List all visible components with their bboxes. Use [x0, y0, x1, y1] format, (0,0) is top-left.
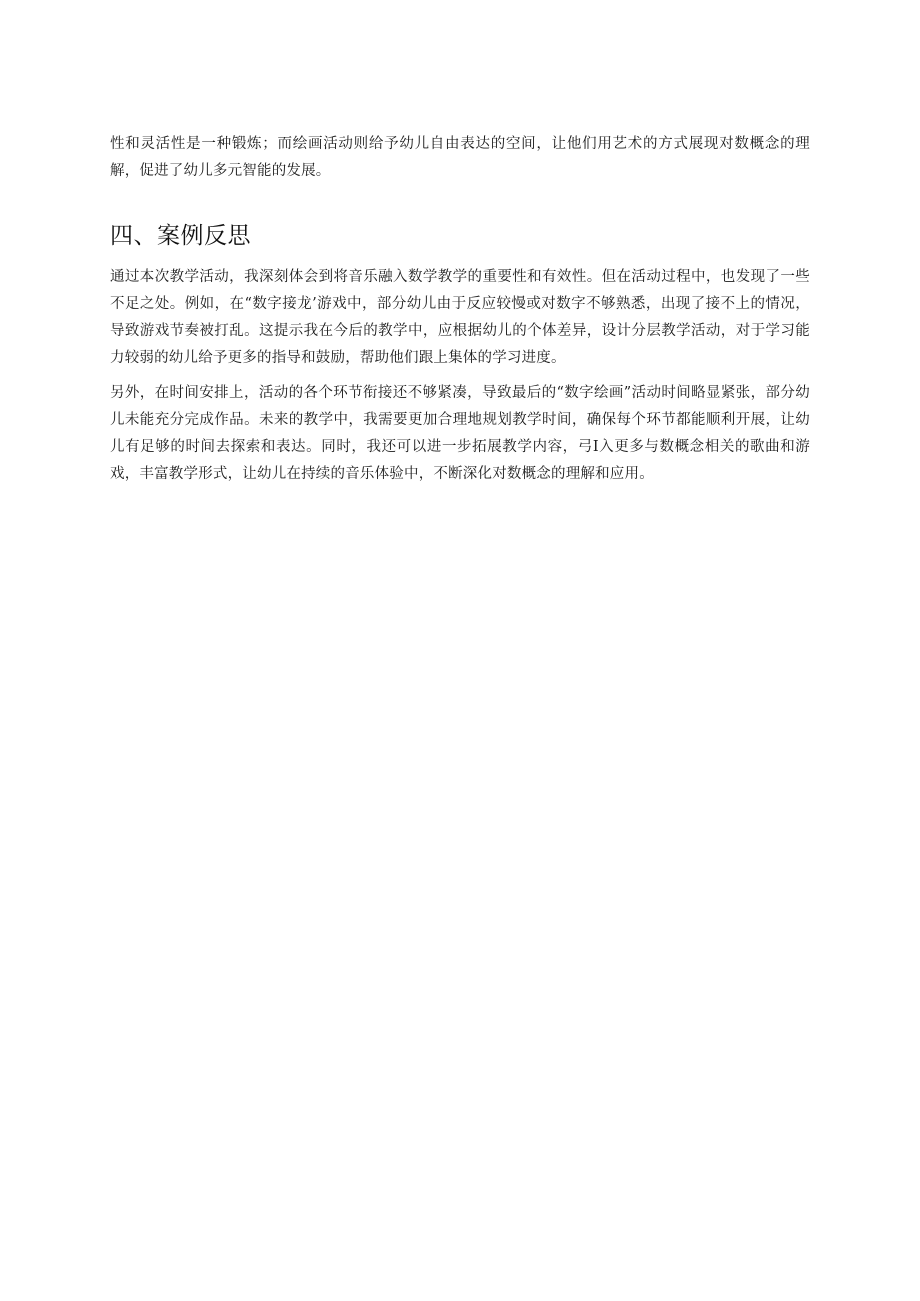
reflection-paragraph-1: 通过本次教学活动，我深刻体会到将音乐融入数学教学的重要性和有效性。但在活动过程中，也发现了一些不足之处。例如，在“数字接龙’游戏中，部分幼儿由于反应较慢或对数字不够熟悉，出现了接不上的情况，导致游戏节奏被打乱。这提示我在今后的教学中，应根据幼儿的个体差异，设计分层教学活动，对于学习能力较弱的幼儿给予更多的指导和鼓励，帮助他们跟上集体的学习进度。 — [110, 269, 810, 366]
section-heading: 四、案例反思 — [110, 223, 251, 249]
document-body — [110, 131, 810, 488]
intro-paragraph: 性和灵活性是一种锻炼；而绘画活动则给予幼儿自由表达的空间，让他们用艺术的方式展现对数概念的理解，促进了幼儿多元智能的发展。 — [110, 136, 810, 179]
reflection-paragraph-2: 另外，在时间安排上，活动的各个环节衔接还不够紧凑，导致最后的“数字绘画”活动时间略显紧张，部分幼儿未能充分完成作品。未来的教学中，我需要更加合理地规划教学时间，确保每个环节都能顺利开展，让幼儿有足够的时间去探索和表达。同时，我还可以进一步拓展教学内容，弓I入更多与数概念相关的歌曲和游戏，丰富教学形式，让幼儿在持续的音乐体验中，不断深化对数概念的理解和应用。 — [110, 385, 810, 482]
